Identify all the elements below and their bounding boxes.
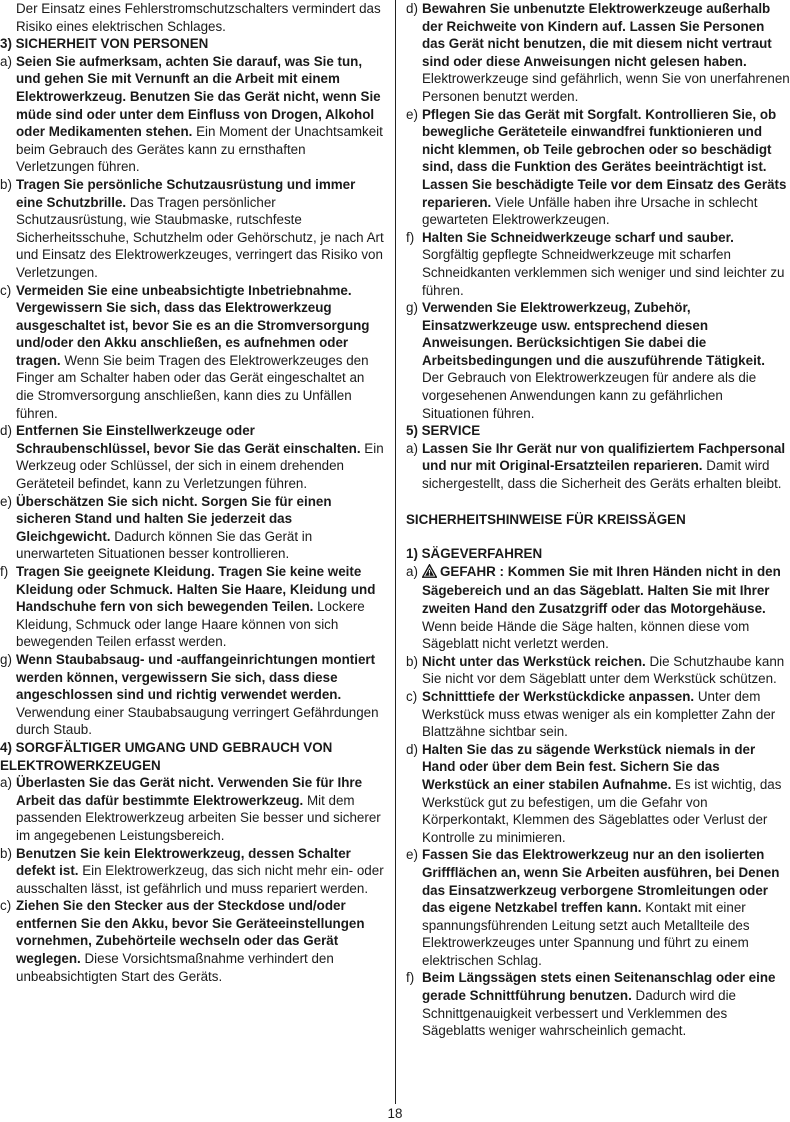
- item-text: [422, 969, 790, 1039]
- item-bold-text: Halten Sie das zu sägende Werkstück niemals in der Hand oder über dem Bein fest. Sichern Sie das Werkstück an einer stabilen Aufnahme.: [422, 741, 756, 792]
- list-item: [406, 229, 790, 299]
- section-title-tool-care: 4) SORGFÄLTIGER UMGANG UND GEBRAUCH VON ELEKTROWERKZEUGEN: [0, 739, 333, 773]
- list-item: [406, 846, 790, 969]
- item-body-text: Wenn Sie beim Tragen des Elektrowerkzeuges den Finger am Schalter haben oder das Gerät eingeschaltet an die Stromversorgung anschließen, kann dies zu Unfällen führen.: [16, 352, 369, 421]
- section3-list: [0, 53, 384, 739]
- item-body-text: Der Gebrauch von Elektrowerkzeugen für andere als die vorgesehenen Anwendungen kann zu gefährlichen Situationen führen.: [422, 370, 757, 421]
- item-bold-text: Überschätzen Sie sich nicht. Sorgen Sie für einen sicheren Stand und halten Sie jederzeit das Gleichgewicht.: [16, 493, 332, 544]
- item-body-text: Diese Vorsichtsmaßnahme verhindert den unbeabsichtigten Start des Geräts.: [16, 951, 334, 984]
- item-bold-text: Fassen Sie das Elektrowerkzeug nur an den isolierten Griffflächen an, wenn Sie Arbeiten ausführen, bei Denen das Einsatzwerkzeug verborgene Stromleitungen oder das eigene Netzkabel treffen kann.: [422, 847, 780, 916]
- item-bold-text: Wenn Staubabsaug- und -auffangeinrichtungen montiert werden können, vergewissern Sie sich, dass diese angeschlossen sind und richtig verwendet werden.: [16, 651, 376, 703]
- item-bold-text: Entfernen Sie Einstellwerkzeuge oder Schraubenschlüssel, bevor Sie das Gerät einschalten.: [16, 423, 361, 456]
- item-body-text: Dadurch können Sie das Gerät in unerwarteten Situationen besser kontrollieren.: [16, 528, 313, 562]
- list-item: [0, 651, 384, 739]
- item-label: b): [0, 845, 12, 861]
- item-text: [16, 176, 384, 282]
- item-text: [16, 845, 384, 898]
- list-item: [0, 563, 384, 651]
- item-label: a): [406, 440, 418, 456]
- right-column: [406, 0, 790, 1040]
- item-text: [16, 774, 384, 844]
- section-title-sawing-procedure: 1) SÄGEVERFAHREN: [406, 546, 543, 562]
- item-body-text: Ein Elektrowerkzeug, das sich nicht mehr ein- oder ausschalten lässt, ist gefährlich und muss repariert werden.: [16, 863, 384, 896]
- item-label: c): [0, 898, 12, 914]
- list-item: [406, 969, 790, 1039]
- item-label: f): [406, 970, 415, 986]
- item-text: [422, 653, 790, 688]
- section4-continued-list: [406, 0, 790, 422]
- item-text: [422, 688, 790, 741]
- item-body-text: Verwendung einer Staubabsaugung verringert Gefährdungen durch Staub.: [16, 704, 379, 738]
- item-text: [422, 440, 790, 493]
- item-body-text: Das Tragen persönlicher Schutzausrüstung, wie Staubmaske, rutschfeste Sicherheitsschuhe, Schutzhelm oder Gehörschutz, je nach Art und Einsatz des Elektrowerkzeuges, verringert das Risiko von Verletzungen.: [16, 194, 384, 280]
- item-label: a): [0, 775, 12, 791]
- item-label: d): [406, 741, 418, 757]
- item-text: [422, 563, 790, 653]
- item-text: [422, 741, 790, 847]
- item-bold-text: Überlasten Sie das Gerät nicht. Verwenden Sie für Ihre Arbeit das dafür bestimmte Elektrowerkzeug.: [16, 775, 363, 808]
- item-text: [16, 282, 384, 423]
- item-label: f): [406, 229, 415, 245]
- intro-paragraph: Der Einsatz eines Fehlerstromschutzschalters vermindert das Risiko eines elektrischen Schlages.: [16, 1, 381, 34]
- item-bold-text: Vermeiden Sie eine unbeabsichtigte Inbetriebnahme. Vergewissern Sie sich, dass das Elektrowerkzeug ausgeschaltet ist, bevor Sie es an die Stromversorgung und/oder den Akku anschließen, es aufnehmen oder tragen.: [16, 282, 370, 368]
- list-item: [0, 897, 384, 985]
- item-body-text: Ein Werkzeug oder Schlüssel, der sich in einem drehenden Geräteteil befindet, kann zu Verletzungen führen.: [16, 440, 384, 492]
- item-body-text: Ein Moment der Unachtsamkeit beim Gebrauch des Gerätes kann zu ernsthaften Verletzungen führen.: [16, 124, 383, 175]
- item-text: [16, 493, 384, 563]
- item-body-text: Dadurch wird die Schnittgenauigkeit verbessert und Verklemmen des Sägeblatts weniger wahrscheinlich gemacht.: [422, 988, 736, 1039]
- item-bold-text: Nicht unter das Werkstück reichen.: [422, 653, 646, 669]
- item-body-text: Lockere Kleidung, Schmuck oder lange Haare können von sich bewegenden Teilen erfasst werden.: [16, 599, 365, 650]
- column-divider: [395, 0, 396, 1104]
- list-item: [0, 53, 384, 176]
- item-text: [16, 53, 384, 176]
- item-bold-text: Ziehen Sie den Stecker aus der Steckdose und/oder entfernen Sie den Akku, bevor Sie Geräteeinstellungen vornehmen, Zubehörteile wechseln oder das Gerät weglegen.: [16, 898, 365, 967]
- section-title-personal-safety: 3) SICHERHEIT VON PERSONEN: [0, 36, 209, 52]
- item-body-text: Unter dem Werkstück muss etwas weniger als ein kompletter Zahn der Blattzähne sichtbar sein.: [422, 688, 776, 740]
- section4-list: [0, 774, 384, 985]
- list-item: [0, 282, 384, 423]
- list-item: [406, 653, 790, 688]
- item-bold-text: GEFAHR : Kommen Sie mit Ihren Händen nicht in den Sägebereich und an das Sägeblatt. Halten Sie mit Ihrer zweiten Hand den Zusatzgriff oder das Motorgehäuse.: [422, 563, 781, 616]
- item-label: e): [406, 106, 418, 122]
- list-item: [406, 688, 790, 741]
- page-number: 18: [387, 1106, 403, 1121]
- item-label: c): [0, 282, 12, 298]
- item-body-text: Damit wird sichergestellt, dass die Sicherheit des Geräts erhalten bleibt.: [422, 458, 782, 492]
- item-label: b): [0, 176, 12, 192]
- item-bold-text: Verwenden Sie Elektrowerkzeug, Zubehör, Einsatzwerkzeuge usw. entsprechend diesen Anweisungen. Berücksichtigen Sie dabei die Arbeitsbedingungen und die auszuführende Tätigkeit.: [422, 300, 765, 368]
- saw-section1-list: [406, 563, 790, 1040]
- item-text: [422, 846, 790, 969]
- item-text: [16, 651, 384, 739]
- item-text: [422, 0, 790, 106]
- item-text: [16, 897, 384, 985]
- item-label: d): [0, 423, 12, 439]
- item-label: a): [0, 53, 12, 69]
- list-item: [0, 422, 384, 492]
- item-label: g): [0, 651, 12, 667]
- list-item: [0, 845, 384, 898]
- item-body-text: Viele Unfälle haben ihre Ursache in schlecht gewarteten Elektrowerkzeugen.: [422, 194, 758, 228]
- item-label: e): [406, 847, 418, 863]
- item-body-text: Mit dem passenden Elektrowerkzeug arbeiten Sie besser und sicherer im angegebenen Leistungsbereich.: [16, 792, 381, 843]
- item-body-text: Es ist wichtig, das Werkstück gut zu befestigen, um die Gefahr von Körperkontakt, Klemmen des Sägeblattes oder Verlust der Kontrolle zu minimieren.: [422, 776, 782, 845]
- item-bold-text: Bewahren Sie unbenutzte Elektrowerkzeuge außerhalb der Reichweite von Kindern auf. Lassen Sie Personen das Gerät nicht benutzen, die mit diesem nicht vertraut sind oder diese Anweisungen nicht gelesen haben.: [422, 1, 772, 69]
- item-bold-text: Lassen Sie Ihr Gerät nur von qualifiziertem Fachpersonal und nur mit Original-Ersatzteilen reparieren.: [422, 440, 786, 474]
- item-label: a): [406, 563, 418, 579]
- item-text: [16, 563, 384, 651]
- left-column: [0, 0, 384, 985]
- list-item: [0, 176, 384, 282]
- item-label: f): [0, 564, 9, 579]
- list-item: [406, 299, 790, 422]
- list-item: [0, 493, 384, 563]
- item-bold-text: Schnitttiefe der Werkstückdicke anpassen.: [422, 688, 695, 704]
- item-body-text: Sorgfältig gepflegte Schneidwerkzeuge mit scharfen Schneidkanten verklemmen sich weniger und sind leichter zu führen.: [422, 247, 785, 298]
- section-title-service: 5) SERVICE: [406, 423, 481, 439]
- item-label: g): [406, 300, 418, 316]
- item-text: [16, 422, 384, 492]
- item-label: b): [406, 653, 418, 669]
- warning-triangle-icon: [422, 564, 437, 583]
- saw-safety-heading: SICHERHEITSHINWEISE FÜR KREISSÄGEN: [406, 511, 686, 527]
- item-body-text: Kontakt mit einer spannungsführenden Leitung setzt auch Metallteile des Elektrowerkzeuges unter Spannung und führt zu einem elektrischen Schlag.: [422, 900, 750, 968]
- list-item: [406, 563, 790, 653]
- item-text: [422, 229, 790, 299]
- item-label: c): [406, 688, 418, 704]
- item-body-text: Elektrowerkzeuge sind gefährlich, wenn Sie von unerfahrenen Personen benutzt werden.: [422, 71, 790, 104]
- list-item: [0, 774, 384, 844]
- list-item: [406, 106, 790, 229]
- item-bold-text: Beim Längssägen stets einen Seitenanschlag oder eine gerade Schnittführung benutzen.: [422, 970, 776, 1004]
- item-bold-text: Tragen Sie persönliche Schutzausrüstung und immer eine Schutzbrille.: [16, 176, 356, 210]
- list-item: [406, 741, 790, 847]
- item-text: [422, 106, 790, 229]
- item-bold-text: Seien Sie aufmerksam, achten Sie darauf, was Sie tun, und gehen Sie mit Vernunft an die Arbeit mit einem Elektrowerkzeug. Benutzen Sie das Gerät nicht, wenn Sie müde sind oder unter dem Einfluss von Drogen, Alkohol oder Medikamenten stehen.: [16, 53, 381, 140]
- item-body-text: Wenn beide Hände die Säge halten, können diese vom Sägeblatt nicht verletzt werden.: [422, 618, 750, 652]
- item-bold-text: Benutzen Sie kein Elektrowerkzeug, dessen Schalter defekt ist.: [16, 845, 351, 879]
- item-bold-text: Pflegen Sie das Gerät mit Sorgfalt. Kontrollieren Sie, ob bewegliche Geräteteile einwandfrei funktionieren und nicht klemmen, ob Teile gebrochen oder so beschädigt sind, dass die Funktion des Gerätes beeinträchtigt ist. Lassen Sie beschädigte Teile vor dem Einsatz des Geräts reparieren.: [422, 106, 787, 210]
- item-label: e): [0, 493, 12, 509]
- item-bold-text: Tragen Sie geeignete Kleidung. Tragen Sie keine weite Kleidung oder Schmuck. Halten Sie Haare, Kleidung und Handschuhe fern von sich bewegenden Teilen.: [16, 564, 376, 615]
- item-text: [422, 299, 790, 422]
- item-bold-text: Halten Sie Schneidwerkzeuge scharf und sauber.: [422, 229, 734, 245]
- list-item: [406, 0, 790, 106]
- item-label: d): [406, 1, 418, 16]
- list-item: [406, 440, 790, 493]
- item-body-text: Die Schutzhaube kann Sie nicht vor dem Sägeblatt unter dem Werkstück schützen.: [422, 653, 785, 687]
- section5-list: [406, 440, 790, 493]
